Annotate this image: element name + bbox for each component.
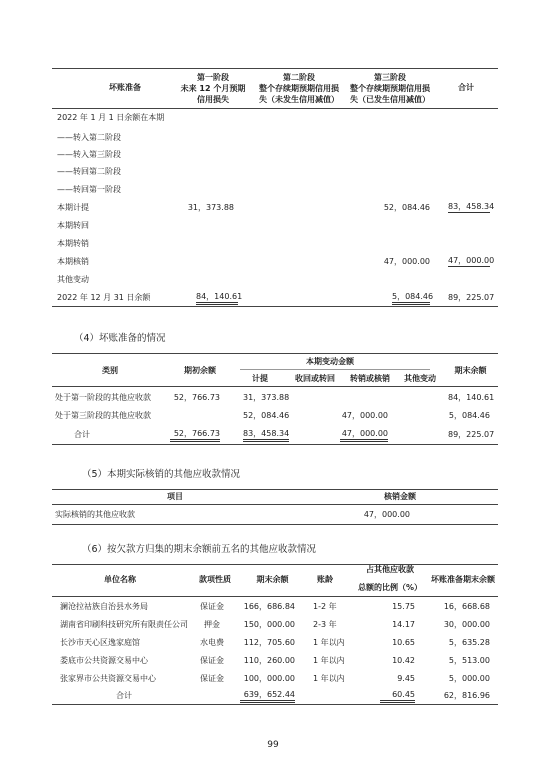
cell-balance: 100，000.00 (243, 674, 295, 683)
table-row-category: 处于第三阶段的其他应收款 (55, 411, 151, 420)
table-row-label: 本期核销 (57, 257, 89, 266)
header-written-off: 转销或核销 (350, 374, 390, 383)
cell-balance: 110，260.00 (243, 656, 295, 665)
cell-opening: 52，766.73 (170, 429, 220, 442)
cell-closing: 5，084.46 (448, 411, 490, 420)
header-stage2: 第二阶段 (283, 73, 315, 82)
cell-allowance: 16，668.68 (443, 602, 490, 611)
cell-balance: 150，000.00 (243, 620, 295, 629)
table-row-unit: 长沙市天心区逸家庭馆 (60, 638, 140, 647)
cell-age: 1-2 年 (313, 602, 337, 611)
table-row-label: 其他变动 (57, 275, 89, 284)
header-stage2-sub1: 整个存续期预期信用损 (259, 84, 339, 93)
table-row-unit: 张家界市公共资源交易中心 (60, 674, 156, 683)
table-row-unit: 澜沧拉祜族自治县水务局 (60, 602, 148, 611)
table-header-rule (52, 108, 498, 109)
cell-ratio: 10.42 (392, 656, 415, 665)
cell-age: 1 年以内 (313, 656, 345, 665)
cell-ratio: 10.65 (392, 638, 415, 647)
cell-ratio: 14.17 (392, 620, 415, 629)
cell-allowance: 30，000.00 (443, 620, 490, 629)
header-other: 其他变动 (404, 374, 436, 383)
table-row-unit: 湖南省印刷科技研究所有限责任公司 (60, 620, 188, 629)
cell-amount: 47，000.00 (363, 510, 410, 519)
header-stage1-sub2: 信用损失 (197, 95, 229, 104)
cell-accrued: 31，373.88 (243, 393, 290, 402)
table-row-label: ——转入第三阶段 (57, 150, 121, 159)
header-stage3: 第三阶段 (374, 73, 406, 82)
cell-stage3: 47，000.00 (383, 257, 430, 266)
table-top-rule (52, 68, 498, 69)
table-row-label: ——转入第二阶段 (57, 133, 121, 142)
header-closing: 期末余额 (454, 366, 487, 375)
table-header-rule (52, 596, 498, 597)
cell-ratio: 60.45 (380, 690, 415, 703)
cell-written-off: 47，000.00 (341, 411, 388, 420)
table-row-label: ——转回第二阶段 (57, 167, 121, 176)
header-balance: 期末余额 (256, 575, 289, 584)
cell-stage1: 84，140.61 (196, 292, 238, 305)
cell-balance: 112，705.60 (243, 638, 295, 647)
cell-nature: 保证金 (200, 674, 224, 683)
header-total: 合计 (458, 83, 474, 92)
table-header-rule (52, 504, 498, 505)
cell-nature: 押金 (204, 620, 220, 629)
cell-allowance: 5，513.00 (448, 656, 490, 665)
cell-age: 1 年以内 (313, 674, 345, 683)
table-top-rule (52, 489, 498, 490)
table-bottom-rule (52, 704, 498, 705)
header-unit: 单位名称 (104, 575, 136, 584)
table-header-rule (52, 386, 498, 387)
table-bottom-rule (52, 524, 498, 525)
table-row-label: 本期转销 (57, 239, 89, 248)
table-row-label: 本期计提 (57, 203, 89, 212)
table-row-unit: 娄底市公共资源交易中心 (60, 656, 148, 665)
table-row-category: 合计 (74, 430, 90, 439)
table-row-category: 处于第一阶段的其他应收款 (55, 393, 151, 402)
table-row-label: ——转回第一阶段 (57, 185, 121, 194)
header-age: 账龄 (317, 575, 333, 584)
cell-stage3: 5，084.46 (392, 292, 430, 305)
header-ratio: 占其他应收款 (366, 565, 414, 574)
cell-balance: 166，686.84 (243, 602, 295, 611)
cell-ratio: 15.75 (392, 602, 415, 611)
header-change-group: 本期变动金额 (306, 357, 354, 366)
cell-ratio: 9.45 (397, 674, 415, 683)
cell-stage3: 52，084.46 (383, 203, 430, 212)
header-accrued: 计提 (252, 374, 268, 383)
section-4-title: （4）坏账准备的情况 (74, 333, 166, 344)
header-group-rule (240, 369, 430, 370)
cell-nature: 水电费 (200, 638, 224, 647)
cell-accrued: 83，458.34 (243, 429, 289, 442)
table-bottom-rule (52, 444, 498, 445)
table-row-label: 本期转回 (57, 221, 89, 230)
cell-written-off: 47，000.00 (340, 429, 388, 442)
cell-nature: 保证金 (200, 656, 224, 665)
cell-allowance: 62，816.96 (443, 691, 490, 700)
table-bottom-rule (52, 306, 498, 307)
section-6-title: （6）按欠款方归集的期末余额前五名的其他应收款情况 (82, 544, 317, 555)
cell-total: 83，458.34 (448, 202, 495, 211)
cell-total: 89，225.07 (448, 293, 495, 302)
table-row-label: 2022 年 1 月 1 日余额在本期 (57, 113, 165, 122)
header-recovered: 收回或转回 (295, 374, 335, 383)
header-stage3-sub1: 整个存续期预期信用损 (350, 84, 430, 93)
cell-accrued: 52，084.46 (243, 411, 290, 420)
cell-opening: 52，766.73 (173, 393, 220, 402)
header-allowance: 坏账准备 (109, 83, 141, 92)
section-5-title: （5）本期实际核销的其他应收款情况 (82, 469, 241, 480)
header-item: 项目 (167, 492, 183, 501)
page-number: 99 (267, 740, 279, 750)
header-opening: 期初余额 (184, 366, 216, 375)
cell-age: 2-3 年 (313, 620, 337, 629)
cell-closing: 84，140.61 (448, 393, 495, 402)
header-amount: 核销金额 (384, 492, 416, 501)
cell-age: 1 年以内 (313, 638, 345, 647)
table-row-item: 实际核销的其他应收款 (55, 510, 135, 519)
header-stage2-sub2: 失（未发生信用减值） (259, 95, 339, 104)
header-stage1: 第一阶段 (197, 73, 229, 82)
header-stage1-sub1: 未来 12 个月预期 (180, 84, 246, 93)
header-nature: 款项性质 (199, 575, 231, 584)
cell-stage1: 31，373.88 (187, 203, 234, 212)
table-row-unit: 合计 (116, 691, 132, 700)
cell-allowance: 5，635.28 (448, 638, 490, 647)
cell-closing: 89，225.07 (448, 430, 495, 439)
table-top-rule (52, 353, 498, 354)
header-stage3-sub2: 失（已发生信用减值） (350, 95, 430, 104)
cell-balance: 639，652.44 (240, 690, 295, 703)
header-category: 类别 (102, 366, 118, 375)
header-ratio-sub: 总额的比例（%） (357, 583, 422, 592)
header-allowance: 坏账准备期末余额 (431, 575, 495, 584)
cell-total: 47，000.00 (448, 256, 495, 265)
table-top-rule (52, 564, 498, 565)
table-row-label: 2022 年 12 月 31 日余额 (57, 293, 151, 302)
cell-allowance: 5，000.00 (448, 674, 490, 683)
cell-nature: 保证金 (200, 602, 224, 611)
